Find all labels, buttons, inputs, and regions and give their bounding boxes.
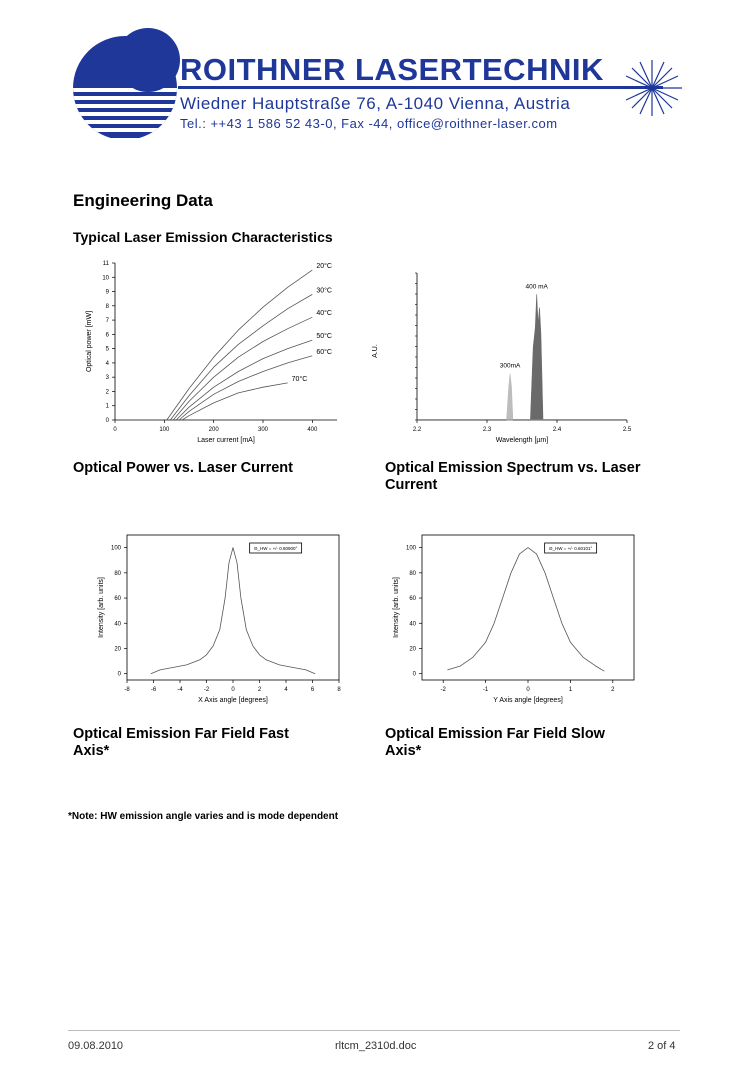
y-tick-label: 0 (412, 671, 416, 678)
legend-text: Θ_HW = +/- 0.80900° (253, 546, 298, 551)
series-label: 30°C (316, 287, 332, 295)
y-axis-label: Intensity [arb. units] (98, 577, 105, 638)
footer-divider (68, 1030, 680, 1031)
x-tick-label: 0 (526, 687, 530, 693)
series-line (182, 383, 288, 420)
series-label: 40°C (316, 310, 332, 318)
x-axis-label: Laser current [mA] (197, 437, 255, 444)
x-tick-label: 2.2 (412, 427, 422, 433)
series-label: 50°C (316, 333, 332, 341)
y-tick-label: 8 (105, 303, 109, 310)
series-label: 20°C (316, 263, 332, 271)
far-field-fast-chart (85, 525, 345, 715)
x-tick-label: 0 (231, 687, 235, 693)
x-tick-label: 2 (257, 687, 262, 693)
series-line (447, 548, 604, 672)
spectrum-peak (507, 374, 513, 420)
y-axis-label: Optical power [mW] (86, 310, 93, 373)
y-tick-label: 11 (102, 261, 109, 267)
starburst-icon (622, 60, 682, 116)
y-tick-label: 20 (409, 646, 416, 653)
x-tick-label: 6 (310, 687, 315, 693)
y-tick-label: 60 (409, 596, 416, 603)
caption-spectrum: Optical Emission Spectrum vs. Laser Current (385, 460, 641, 493)
company-contact: Tel.: ++43 1 586 52 43-0, Fax -44, office@roithner-laser.com (180, 116, 558, 131)
x-tick-label: 400 (307, 427, 318, 433)
series-line (170, 294, 312, 420)
caption-power-current: Optical Power vs. Laser Current (73, 460, 293, 476)
series-line (173, 317, 312, 420)
plot-frame (422, 535, 634, 680)
y-tick-label: 0 (105, 418, 109, 424)
x-tick-label: 8 (337, 687, 341, 693)
y-tick-label: 100 (405, 545, 416, 552)
plot-frame (127, 535, 339, 680)
x-tick-label: -8 (124, 687, 130, 693)
footnote: *Note: HW emission angle varies and is mode dependent (68, 811, 339, 822)
x-tick-label: -6 (150, 687, 157, 693)
x-tick-label: -4 (177, 687, 183, 693)
spectrum-peak (530, 294, 543, 420)
legend-text: Θ_HW = +/- 0.60101° (548, 546, 593, 551)
x-tick-label: 2.3 (482, 427, 492, 433)
spectrum-chart (365, 265, 645, 450)
x-tick-label: -2 (440, 687, 446, 693)
caption-far-field-slow: Optical Emission Far Field Slow Axis* (385, 726, 605, 759)
company-address: Wiedner Hauptstraße 76, A-1040 Vienna, Austria (180, 94, 571, 113)
y-tick-label: 6 (105, 332, 109, 339)
section-heading: Engineering Data (73, 191, 213, 210)
series-label: 70°C (291, 375, 308, 383)
y-tick-label: 80 (409, 570, 416, 577)
x-tick-label: 2 (611, 687, 615, 693)
y-tick-label: 0 (117, 671, 121, 678)
y-tick-label: 40 (114, 621, 121, 628)
company-name: ROITHNER LASERTECHNIK (180, 52, 604, 87)
y-tick-label: 3 (105, 375, 109, 382)
series-label: 60°C (316, 348, 332, 356)
footer-date: 09.08.2010 (68, 1040, 124, 1052)
peak-label: 400 mA (525, 283, 548, 291)
y-tick-label: 7 (105, 318, 109, 325)
y-tick-label: 80 (114, 570, 121, 577)
x-tick-label: 2.4 (552, 427, 562, 433)
x-tick-label: 200 (208, 427, 219, 433)
x-tick-label: 0 (113, 427, 117, 433)
x-axis-label: X Axis angle [degrees] (198, 697, 268, 704)
y-axis-label: A.U. (372, 344, 379, 358)
x-tick-label: -2 (203, 687, 210, 693)
x-tick-label: 1 (568, 687, 573, 693)
footer-page: 2 of 4 (648, 1040, 676, 1052)
power-current-chart (80, 255, 350, 450)
series-line (167, 270, 312, 420)
y-tick-label: 1 (105, 403, 109, 410)
x-axis-label: Wavelength [µm] (495, 437, 549, 444)
y-axis-label: Intensity [arb. units] (393, 577, 400, 638)
footer-document: rltcm_2310d.doc (335, 1040, 417, 1052)
y-tick-label: 20 (114, 646, 121, 653)
y-tick-label: 2 (105, 389, 109, 396)
y-tick-label: 40 (409, 621, 416, 628)
subsection-heading: Typical Laser Emission Characteristics (73, 229, 333, 245)
x-axis-label: Y Axis angle [degrees] (493, 697, 563, 704)
y-tick-label: 100 (110, 545, 121, 552)
y-tick-label: 4 (105, 360, 109, 367)
peak-label: 300mA (499, 362, 521, 370)
y-tick-label: 10 (102, 275, 109, 282)
y-tick-label: 9 (105, 289, 109, 296)
x-tick-label: 4 (284, 687, 288, 693)
far-field-slow-chart (380, 525, 640, 715)
y-tick-label: 5 (105, 346, 109, 353)
x-tick-label: 2.5 (622, 427, 632, 433)
series-line (151, 548, 315, 674)
caption-far-field-fast: Optical Emission Far Field Fast Axis* (73, 726, 289, 759)
x-tick-label: 100 (159, 427, 170, 433)
x-tick-label: 300 (257, 427, 269, 433)
y-tick-label: 60 (114, 596, 121, 603)
x-tick-label: -1 (482, 687, 489, 693)
